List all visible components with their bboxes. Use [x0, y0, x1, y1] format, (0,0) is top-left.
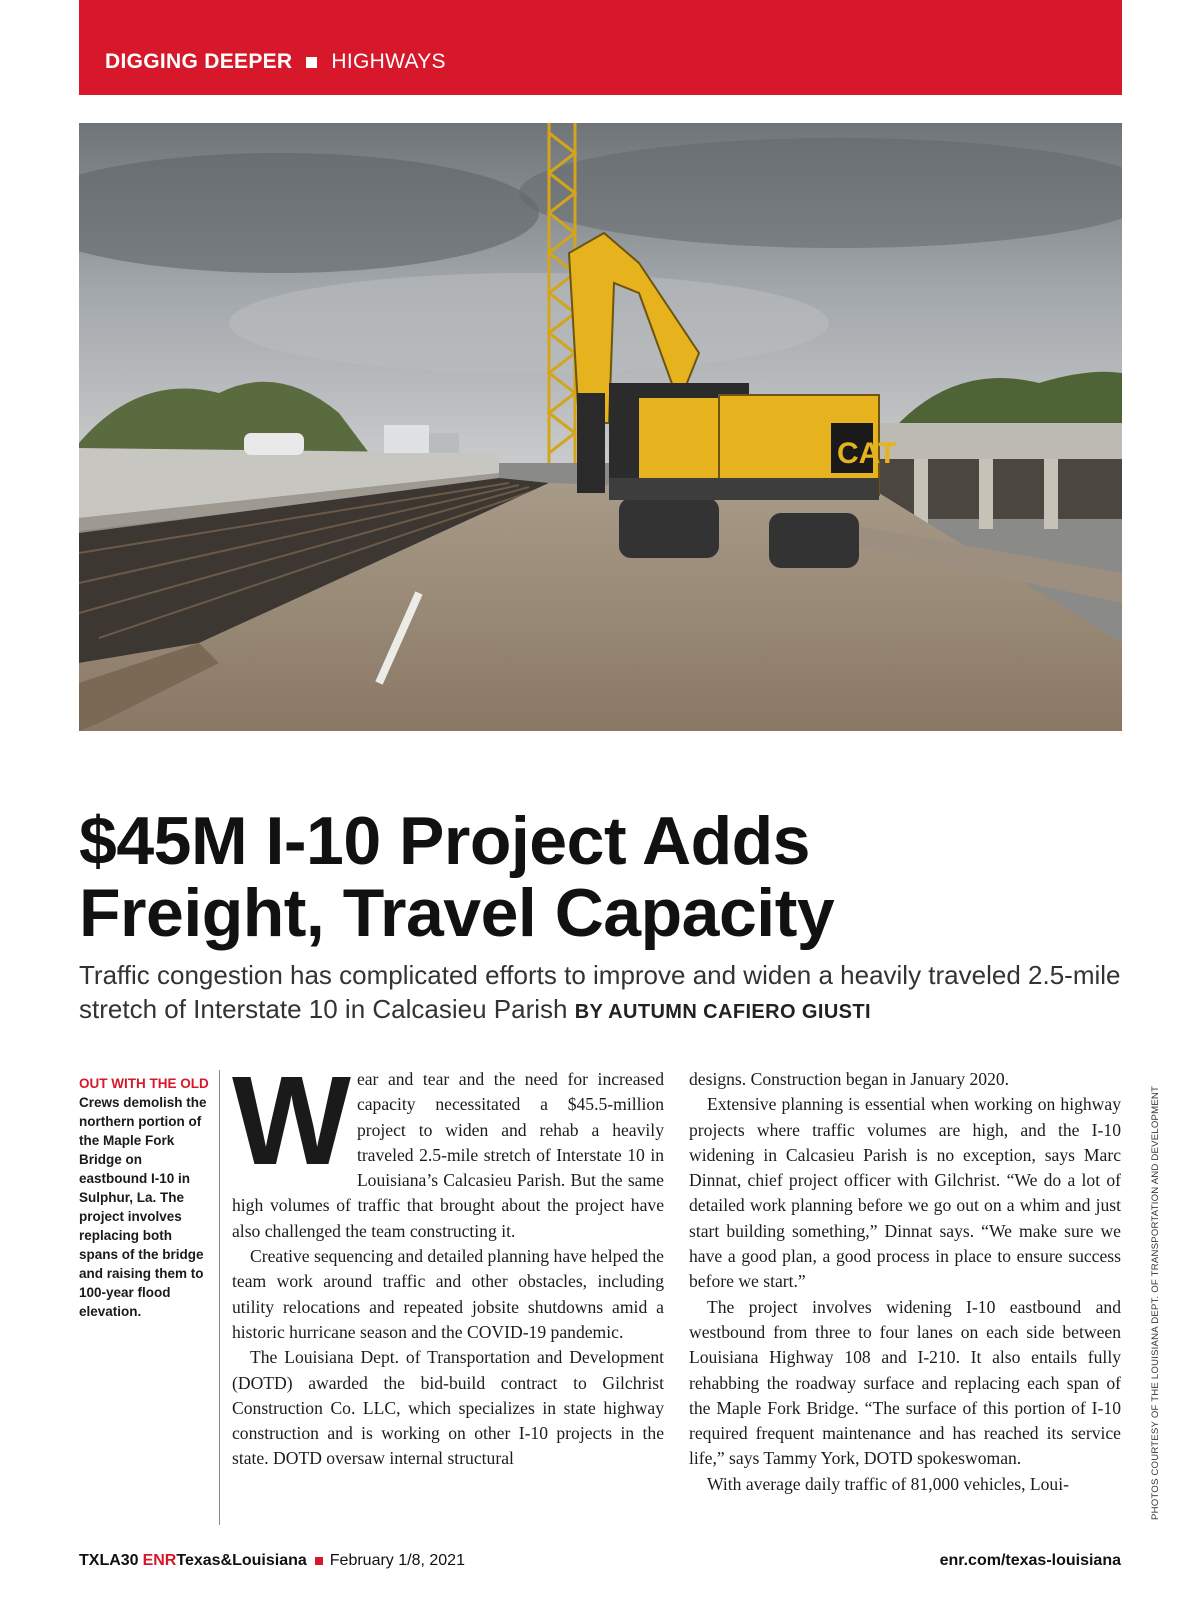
enr-logo: ENR [142, 1552, 177, 1569]
photo-caption [79, 1074, 211, 1321]
photo-credit: PHOTOS COURTESY OF THE LOUISIANA DEPT. OF TRANSPORTATION AND DEVELOPMENT [1150, 1085, 1161, 1520]
section-label: DIGGING DEEPER [105, 50, 293, 73]
deck-text: Traffic congestion has complicated efforts to improve and widen a heavily traveled 2.5-mile stretch of Interstate 10 in Calcasieu Parish [79, 960, 1121, 1024]
drop-cap: W [232, 1050, 347, 1191]
paragraph: The project involves widening I-10 eastbound and westbound from three to four lanes on each side between Louisiana Highway 108 and I-210. It also entails fully rehabbing the roadway surface and replacing each span of the Maple Fork Bridge. “The surface of this portion of I-10 required frequent maintenance and has reached its service life,” says Tammy York, DOTD spokeswoman. [689, 1296, 1121, 1469]
page-number: TXLA30 [79, 1552, 139, 1569]
footer-folio [79, 1552, 465, 1570]
headline-line-1: $45M I-10 Project Adds [79, 803, 810, 879]
svg-text:CAT: CAT [837, 437, 897, 470]
square-bullet-icon [315, 1557, 323, 1565]
section-header-bar [79, 0, 1122, 95]
issue-date: February 1/8, 2021 [329, 1552, 465, 1569]
deck [79, 958, 1129, 1029]
paragraph: Creative sequencing and detailed planning have helped the team work around traffic and other obstacles, including utility relocations and repeated jobsite shutdowns amid a historic hurricane season and the COVID-19 pandemic. [232, 1246, 664, 1342]
paragraph: Wear and tear and the need for increased capacity necessitated a $45.5-million project to widen and rehab a heavily traveled 2.5-mile stretch of Interstate 10 in Louisiana’s Calcasieu Parish. But the same high volumes of traffic that brought about the project have also challenged the team constructing it. [232, 1050, 664, 1241]
body-column-1 [232, 1050, 664, 1472]
section-kicker [105, 47, 446, 77]
body-column-2 [689, 1067, 1121, 1497]
hero-photo [79, 123, 1122, 731]
headline [79, 805, 1139, 949]
column-rule [219, 1070, 220, 1525]
headline-line-2: Freight, Travel Capacity [79, 875, 835, 951]
paragraph: With average daily traffic of 81,000 vehicles, Loui- [707, 1473, 1069, 1494]
caption-body: Crews demolish the northern portion of the Maple Fork Bridge on eastbound I-10 in Sulphur, La. The project involves replacing both spans of the bridge and raising them to 100-year flood elevation. [79, 1095, 207, 1319]
paragraph: The Louisiana Dept. of Transportation and Development (DOTD) awarded the bid-build contract to Gilchrist Construction Co. LLC, which specializes in state highway construction and is working on other I-10 projects in the state. DOTD oversaw internal structural [232, 1347, 664, 1469]
footer-url: enr.com/texas-louisiana [939, 1552, 1121, 1569]
paragraph: Extensive planning is essential when working on highway projects where traffic volumes are high, and the I-10 widening in Calcasieu Parish is no exception, says Marc Dinnat, chief project officer with Gilchrist. “We do a lot of detailed work planning before we go out on a whim and just start building something,” Dinnat says. “We make sure we have a good plan, a good process in place to ensure success before we start.” [689, 1094, 1121, 1292]
subsection-label: HIGHWAYS [331, 50, 446, 73]
byline: BY AUTUMN CAFIERO GIUSTI [574, 1001, 871, 1023]
edition-name: Texas&Louisiana [176, 1552, 307, 1569]
paragraph: designs. Construction began in January 2020. [689, 1069, 1010, 1089]
caption-lead: OUT WITH THE OLD [79, 1076, 209, 1091]
square-bullet-icon [306, 57, 317, 68]
